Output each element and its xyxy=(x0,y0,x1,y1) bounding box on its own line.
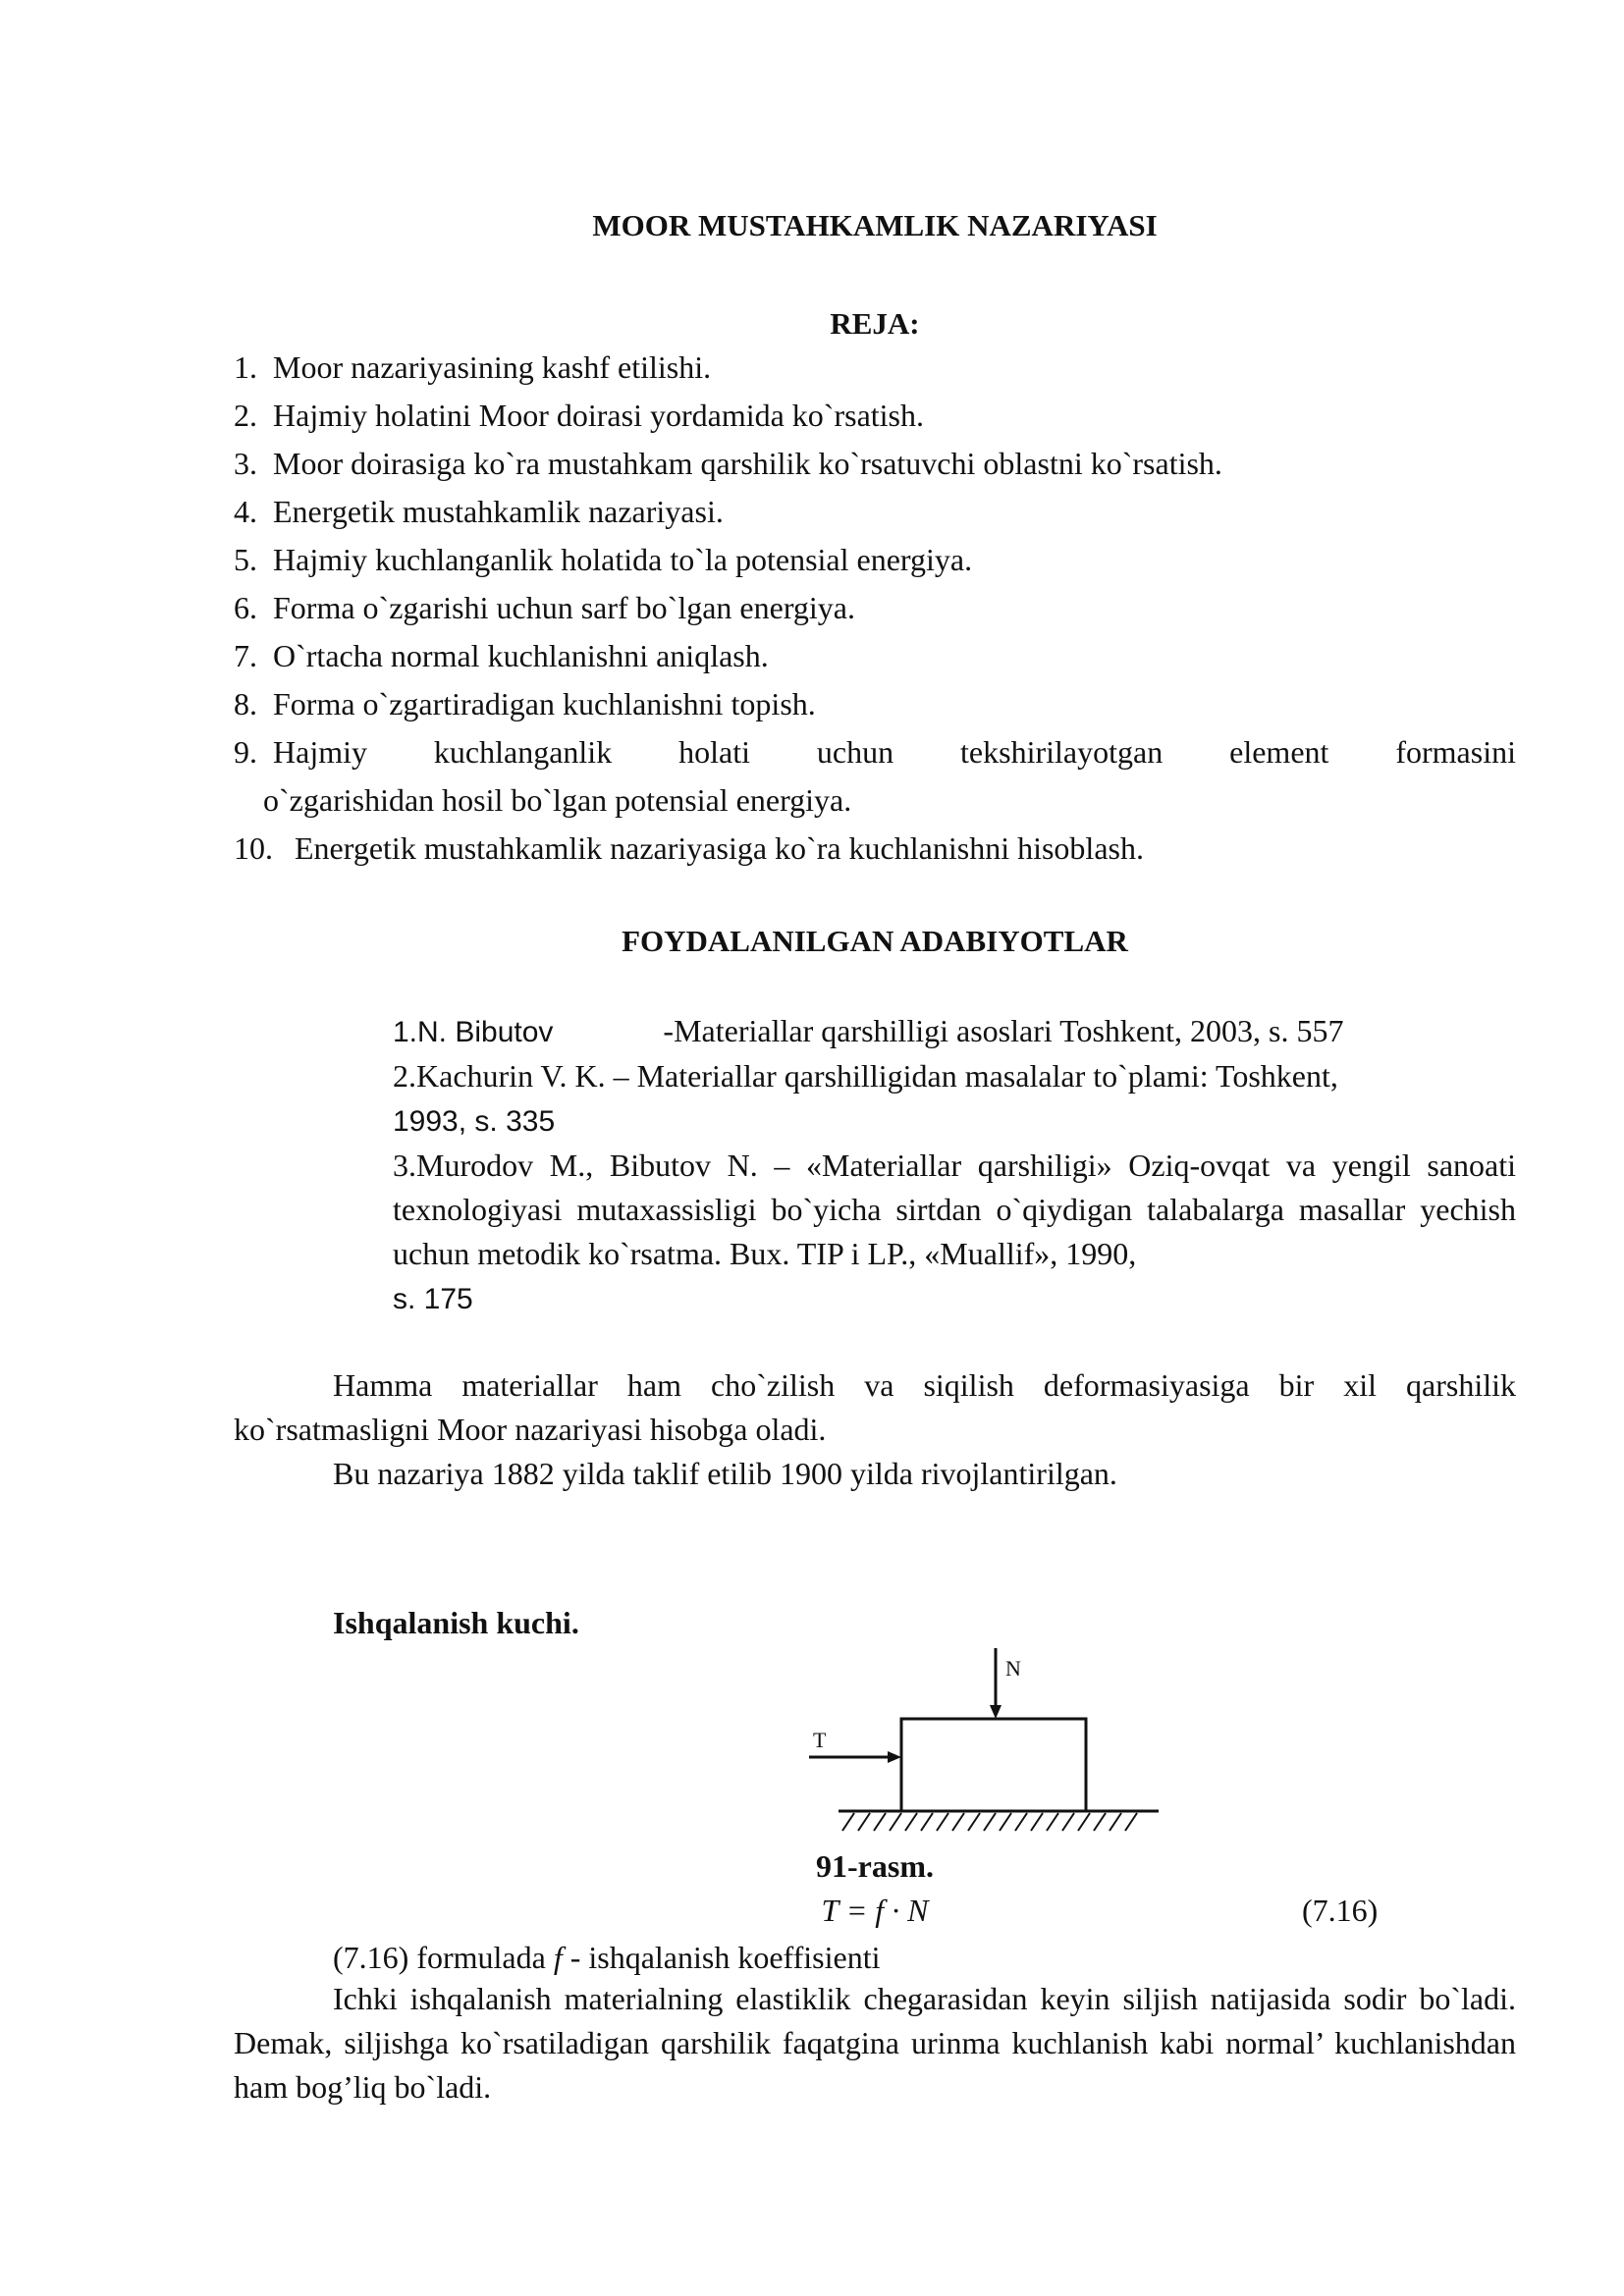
block-shape xyxy=(901,1719,1086,1811)
section-title: Ishqalanish kuchi. xyxy=(333,1605,579,1640)
reference-author: 1.N. Bibutov xyxy=(393,1016,554,1048)
plan-item-number: 9. xyxy=(234,734,257,770)
reference-pages: s. 175 xyxy=(393,1283,473,1315)
reference-text: 3.Murodov M., Bibutov N. – «Materiallar qarshiligi» Oziq-ovqat va yengil sanoati texnologiyasi mutaxassisligi bo`yicha sirtdan o`qiydigan talabalarga masallar yechish uchun metodik ko`rsatma. Bux. TIP i LP., «Muallif», 1990, xyxy=(393,1148,1516,1271)
paragraph: Ichki ishqalanish materialning elastiklik chegarasidan keyin siljish natijasida sodir bo`ladi. Demak, siljishga ko`rsatiladigan qarshilik faqatgina urinma kuchlanish kabi normal’ kuchlanishdan ham bog’liq bo`ladi. xyxy=(234,1981,1516,2105)
references-list xyxy=(393,1009,1516,1321)
equation-number: (7.16) xyxy=(1302,1893,1379,1928)
label-n: N xyxy=(1005,1656,1021,1681)
plan-item xyxy=(234,584,1516,632)
reference-text: 2.Kachurin V. K. – Materiallar qarshilligidan masalalar to`plami: Toshkent, xyxy=(393,1058,1338,1094)
plan-item-text: Energetik mustahkamlik nazariyasi. xyxy=(273,494,724,529)
plan-item xyxy=(234,488,1516,536)
plan-word: formasini xyxy=(1395,734,1516,770)
plan-item-number: 10. xyxy=(234,830,273,866)
plan-list xyxy=(234,344,1516,873)
plan-word: Hajmiy xyxy=(273,734,367,770)
reference-item xyxy=(393,1009,1516,1054)
plan-item-text: Forma o`zgarishi uchun sarf bo`lgan energiya. xyxy=(273,590,855,625)
plan-item-number: 1. xyxy=(234,349,257,385)
plan-word: tekshirilayotgan xyxy=(960,734,1164,770)
reference-item xyxy=(393,1144,1516,1321)
plan-item xyxy=(234,632,1516,680)
plan-item-number: 8. xyxy=(234,686,257,721)
plan-item-text: O`rtacha normal kuchlanishni aniqlash. xyxy=(273,638,769,673)
plan-item-text: Energetik mustahkamlik nazariyasiga ko`ra kuchlanishni hisoblash. xyxy=(295,830,1144,866)
plan-item xyxy=(234,728,1516,825)
figure-caption: 91-rasm. xyxy=(816,1848,934,1884)
plan-word: holati xyxy=(678,734,750,770)
formula-note xyxy=(333,1936,1516,1980)
paragraph: Bu nazariya 1882 yilda taklif etilib 1900 yilda rivojlantirilgan. xyxy=(333,1456,1117,1491)
plan-item-number: 3. xyxy=(234,446,257,481)
plan-item xyxy=(234,344,1516,392)
friction-figure xyxy=(723,1634,1272,1846)
references-heading: FOYDALANILGAN ADABIYOTLAR xyxy=(622,924,1128,958)
paragraph: Hamma materiallar ham cho`zilish va siqilish deformasiyasiga bir xil qarshilik ko`rsatmasligni Moor nazariyasi hisobga oladi. xyxy=(234,1367,1516,1447)
plan-item xyxy=(234,825,1516,873)
plan-word: uchun xyxy=(816,734,894,770)
plan-item-text: Forma o`zgartiradigan kuchlanishni topish. xyxy=(273,686,816,721)
plan-item xyxy=(234,680,1516,728)
plan-item-number: 7. xyxy=(234,638,257,673)
reference-item xyxy=(393,1054,1516,1144)
formula-note-variable: f xyxy=(553,1940,563,1975)
formula-note-prefix: (7.16) formulada xyxy=(333,1940,554,1975)
plan-item-number: 6. xyxy=(234,590,257,625)
formula-note-suffix: - ishqalanish koeffisienti xyxy=(562,1940,881,1975)
plan-item-text: Moor doirasiga ko`ra mustahkam qarshilik ko`rsatuvchi oblastni ko`rsatish. xyxy=(273,446,1222,481)
plan-item-text: Hajmiy kuchlanganlik holatida to`la potensial energiya. xyxy=(273,542,973,577)
label-t: T xyxy=(813,1728,827,1752)
tangential-force-arrowhead xyxy=(888,1751,901,1763)
plan-word: kuchlanganlik xyxy=(433,734,613,770)
formula: T = f · N xyxy=(821,1893,929,1928)
plan-item-text: Moor nazariyasining kashf etilishi. xyxy=(273,349,712,385)
plan-item-number: 5. xyxy=(234,542,257,577)
plan-item xyxy=(234,392,1516,440)
document-title: MOOR MUSTAHKAMLIK NAZARIYASI xyxy=(592,208,1158,242)
plan-item-number: 4. xyxy=(234,494,257,529)
plan-heading: REJA: xyxy=(830,306,920,341)
plan-item xyxy=(234,440,1516,488)
plan-item xyxy=(234,536,1516,584)
ground-hatch xyxy=(842,1813,1137,1831)
plan-item-text: Hajmiy holatini Moor doirasi yordamida ko`rsatish. xyxy=(273,398,924,433)
plan-word: element xyxy=(1229,734,1329,770)
plan-item-text-line xyxy=(273,728,1516,776)
reference-year: 1993, s. 335 xyxy=(393,1105,556,1138)
reference-text: -Materiallar qarshilligi asoslari Toshkent, 2003, s. 557 xyxy=(663,1013,1344,1048)
normal-force-arrowhead xyxy=(990,1705,1001,1719)
plan-item-continuation: o`zgarishidan hosil bo`lgan potensial energiya. xyxy=(263,782,852,818)
plan-item-number: 2. xyxy=(234,398,257,433)
